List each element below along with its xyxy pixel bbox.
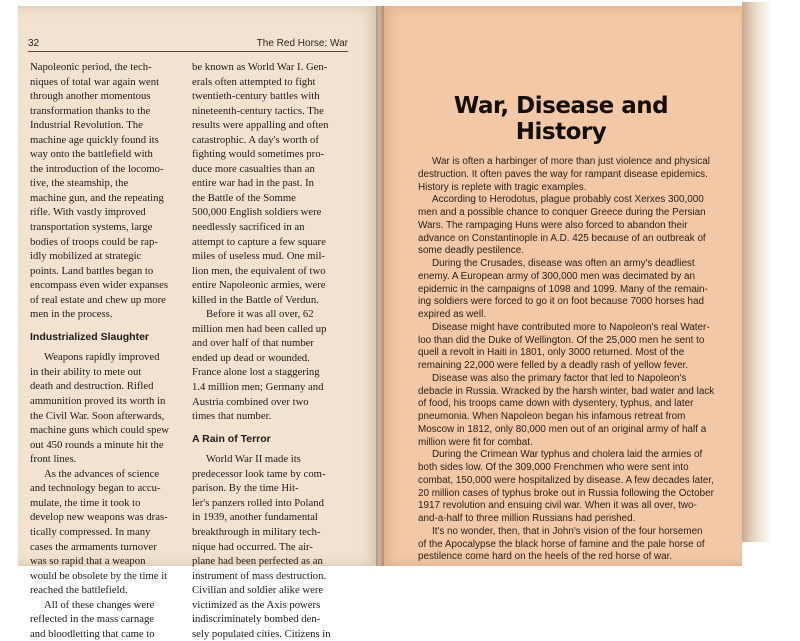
text-line: some deadly pestilence. [418, 245, 524, 257]
text-line: instrument of mass destruction. [192, 569, 327, 582]
paragraph [30, 60, 174, 322]
text-line: Napoleonic period, the tech- [30, 61, 152, 73]
text-line: predecessor look tame by com- [192, 467, 326, 480]
text-line: of the Apocalypse the black horse of famine and the pale horse of [418, 538, 705, 550]
text-line: It's no wonder, then, that in John's vision of the four horsemen [432, 525, 703, 537]
text-line: out 450 rounds a minute hit the [30, 438, 164, 451]
text-line: men and a possible chance to conquer Greece during the Persian [418, 207, 706, 218]
left-column [30, 60, 174, 641]
text-line: ended up dead or wounded. [192, 351, 310, 364]
text-line: victimized as the Axis powers [192, 598, 321, 611]
paragraph [418, 156, 718, 194]
text-line: and bloodletting that came to [30, 627, 155, 640]
paragraph [192, 452, 336, 641]
text-line: 20 million cases of typhus broke out in Russia following the October [418, 487, 714, 499]
book-gutter [376, 6, 384, 566]
running-header [28, 38, 348, 52]
text-line: Industrial Revolution. The [30, 119, 143, 132]
text-line: attempt to capture a few square [192, 235, 326, 248]
text-line: Austria combined over two [192, 395, 309, 408]
text-line: All of these changes were [44, 598, 155, 611]
text-line: twentieth-century battles with [192, 90, 320, 103]
text-line: was so rapid that a weapon [30, 555, 146, 568]
text-line: encompass even wider expanses [30, 279, 168, 292]
paragraph [30, 598, 174, 641]
text-line: ler's panzers rolled into Poland [192, 496, 324, 509]
text-line: plane had been perfected as an [192, 555, 323, 568]
text-line: in their ability to mete out [30, 365, 142, 378]
text-line: debacle in Russia. Wracked by the harsh winter, bad water and lack [418, 385, 715, 397]
paragraph [418, 322, 718, 373]
running-title: The Red Horse: War [256, 38, 348, 49]
text-line: cases the armaments turnover [30, 540, 157, 553]
text-line: entire war had in the past. In [192, 177, 314, 190]
right-column [192, 60, 336, 641]
text-line: sely populated cities. Citizens in [192, 627, 331, 640]
text-line: enemy. A European army of 300,000 men was decimated by an [418, 270, 696, 282]
text-line: the Battle of the Somme [192, 191, 296, 204]
article-body [418, 156, 718, 564]
text-line: both sides low. Of the 309,000 Frenchmen who were sent into [418, 462, 689, 473]
paragraph [192, 60, 336, 307]
text-line: Before it was all over, 62 [206, 308, 314, 321]
text-line: through another momentous [30, 90, 151, 103]
paragraph [418, 194, 718, 258]
text-line: 1.4 million men; Germany and [192, 381, 324, 394]
text-line: Civilian and soldier alike were [192, 584, 324, 597]
text-line: the introduction of the locomo- [30, 162, 164, 175]
paragraph [30, 350, 174, 466]
text-line: breakthrough in military tech- [192, 525, 321, 538]
text-line: would be obsolete by the time it [30, 569, 168, 582]
paragraph [192, 307, 336, 423]
text-line: loo than did the Duke of Wellington. Of the 25,000 men he sent to [418, 334, 705, 346]
text-line: front lines. [30, 453, 77, 466]
text-line: combat, 150,000 were hospitalized by disease. A few decades later, [418, 474, 714, 486]
text-line: remaining 22,000 were felled by a deadly rash of yellow fever. [418, 360, 689, 371]
text-line: in 1939, another fundamental [192, 511, 318, 524]
section-heading: A Rain of Terror [192, 432, 271, 445]
text-line: mulate, the time it took to [30, 496, 141, 509]
text-line: points. Land battles began to [30, 264, 154, 277]
text-line: and technology began to accu- [30, 482, 161, 495]
text-line: reflected in the mass carnage [30, 613, 155, 626]
text-line: World War II made its [206, 453, 301, 466]
text-line: bodies of troops could be rap- [30, 235, 158, 248]
text-line: Disease might have contributed more to Napoleon's real Water- [432, 321, 710, 333]
title-line: War, Disease and [453, 93, 669, 119]
text-line: expired as well. [418, 309, 487, 320]
text-line: way onto the battlefield with [30, 148, 153, 161]
text-line: ing soldiers were forced to go it on foot because 7000 horses had [418, 296, 705, 308]
text-line: During the Crusades, disease was often an army's deadliest [432, 258, 695, 269]
text-line: Weapons rapidly improved [44, 351, 160, 364]
text-line: tive, the steamship, the [30, 177, 129, 190]
text-line: History is replete with tragic examples. [418, 181, 587, 193]
text-line: entire Napoleonic armies, were [192, 279, 326, 292]
text-line: France alone lost a staggering [192, 366, 320, 379]
text-line: of food, his troops came down with dysentery, typhus, and later [418, 398, 694, 410]
text-line: transformation thanks to the [30, 104, 151, 117]
text-line: transportation systems, large [30, 221, 153, 234]
text-line: quell a revolt in Haiti in 1801, only 3000 returned. Most of the [418, 347, 685, 359]
title-line: History [515, 119, 607, 145]
text-line: needlessly sacrificed in an [192, 221, 305, 234]
text-line: catastrophic. A day's worth of [192, 133, 319, 146]
section-heading: Industrialized Slaughter [30, 330, 150, 343]
paragraph [418, 258, 718, 322]
text-line: men in the process. [30, 308, 113, 321]
paragraph [418, 526, 718, 564]
text-line: machine age quickly found its [30, 133, 159, 146]
text-line: During the Crimean War typhus and cholera laid the armies of [432, 449, 703, 461]
text-line: and-a-half to three million Russians had perished. [418, 513, 636, 524]
text-line: advance on Constantinople in A.D. 425 because of an outbreak of [418, 232, 706, 244]
text-line: fighting would sometimes pro- [192, 148, 325, 161]
text-line: nique had occurred. The air- [192, 540, 313, 553]
text-line: Disease was also the primary factor that led to Napoleon's [432, 372, 687, 384]
text-line: the Civil War. Soon afterwards, [30, 409, 165, 422]
article-title [416, 93, 706, 145]
text-line: indiscriminately bombed den- [192, 613, 321, 626]
text-line: death and destruction. Rifled [30, 380, 154, 393]
text-line: niques of total war again went [30, 75, 160, 88]
text-line: ammunition proved its worth in [30, 395, 166, 408]
text-line: Wars. The rampaging Huns were also forced to abandon their [418, 219, 688, 231]
text-line: duce more casualties than an [192, 162, 315, 175]
paragraph [418, 373, 718, 450]
text-line: tically compressed. In many [30, 525, 151, 538]
text-line: million were fit for combat. [418, 436, 533, 448]
text-line: and over half of that number [192, 337, 314, 350]
text-line: epidemic in the campaigns of 1098 and 1099. Many of the remain- [418, 283, 708, 295]
text-line: Moscow in 1812, only 80,000 men out of an original army of half a [418, 423, 707, 435]
paragraph [418, 449, 718, 526]
text-line: War is often a harbinger of more than just violence and physical [432, 156, 710, 167]
text-line: machine guns which could spew [30, 424, 169, 437]
text-line: idly mobilized at strategic [30, 250, 142, 263]
paragraph [30, 467, 174, 598]
text-line: times that number. [192, 410, 272, 423]
text-line: reached the battlefield. [30, 584, 128, 597]
text-line: be known as World War I. Gen- [192, 61, 328, 73]
text-line: nineteenth-century tactics. The [192, 104, 324, 117]
text-line: killed in the Battle of Verdun. [192, 293, 319, 306]
text-line: rifle. With vastly improved [30, 206, 146, 219]
text-line: machine gun, and the repeating [30, 191, 164, 204]
text-line: miles of useless mud. One mil- [192, 250, 325, 263]
text-line: As the advances of science [44, 467, 160, 480]
text-line: million men had been called up [192, 322, 327, 335]
page-number: 32 [28, 38, 40, 49]
text-line: parison. By the time Hit- [192, 482, 299, 495]
text-line: develop new weapons was dras- [30, 511, 168, 524]
text-line: 500,000 English soldiers were [192, 206, 322, 219]
text-line: lion men, the equivalent of two [192, 264, 326, 277]
text-line: pneumonia. When Napoleon began his infamous retreat from [418, 411, 686, 422]
text-line: of real estate and chew up more [30, 293, 166, 306]
text-line: destruction. It often paves the way for rampant disease epidemics. [418, 168, 708, 180]
text-line: pestilence come hard on the heels of the red horse of war. [418, 551, 673, 563]
text-line: According to Herodotus, plague probably cost Xerxes 300,000 [432, 194, 704, 206]
page-edge [742, 2, 772, 542]
text-line: erals often attempted to fight [192, 75, 316, 88]
text-line: 1917 revolution and ensuing civil war. When it was all over, two- [418, 500, 697, 512]
text-line: results were appalling and often [192, 119, 329, 132]
